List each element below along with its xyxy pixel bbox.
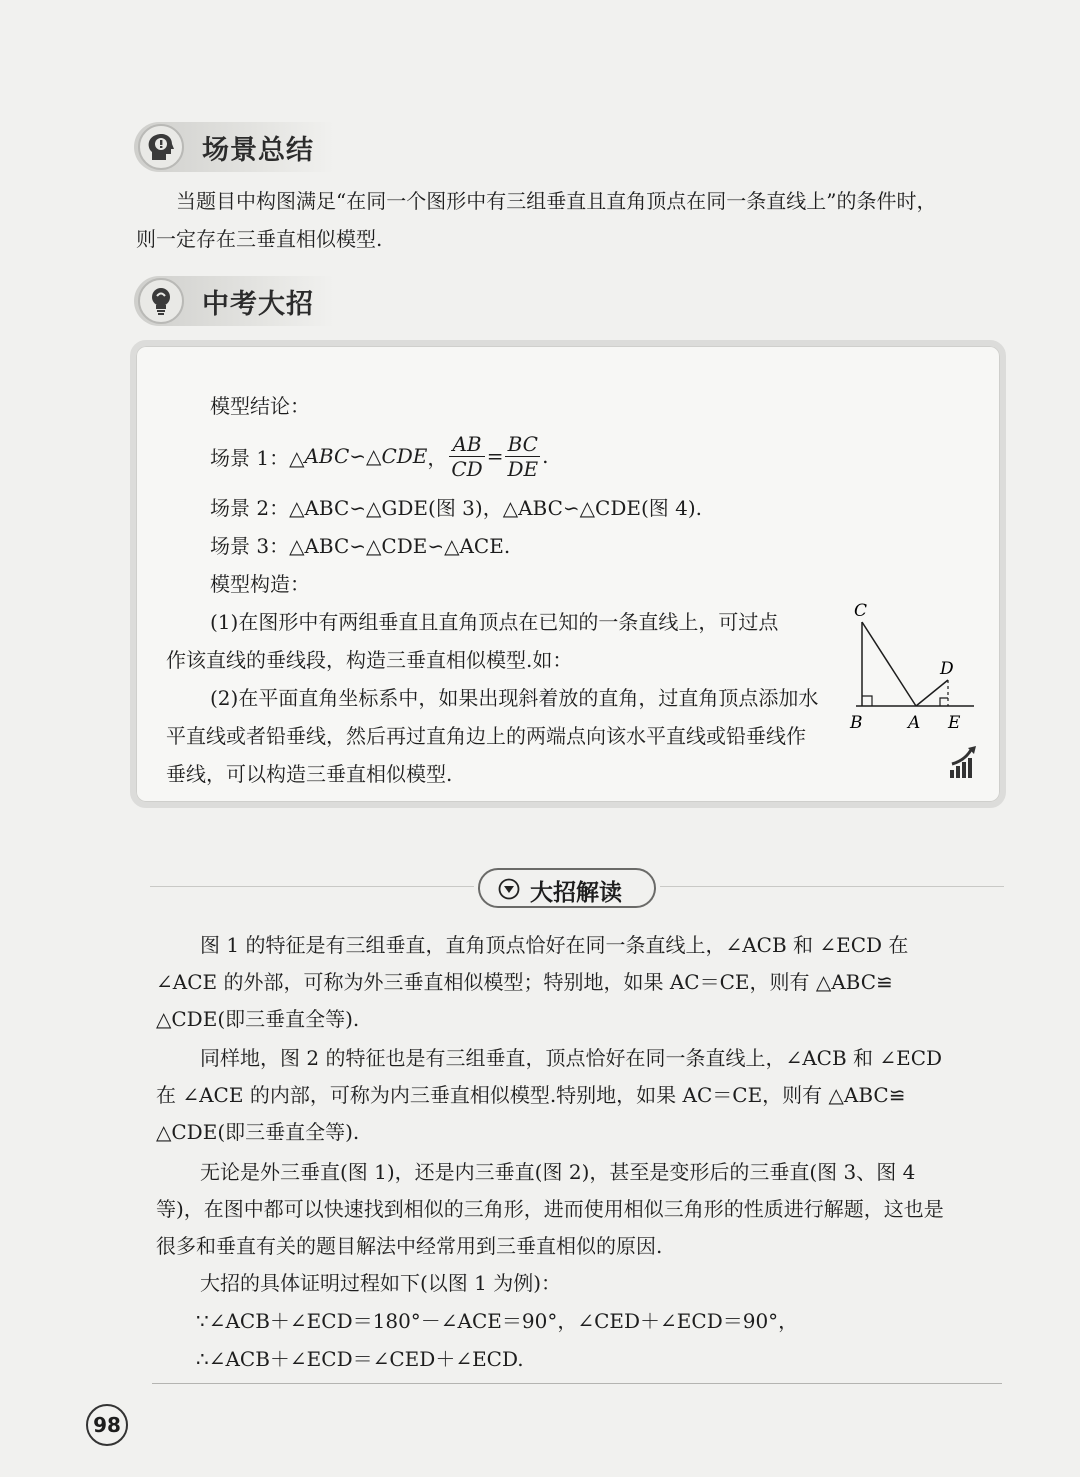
period: . <box>542 444 549 468</box>
scene-2-line: 场景 2：△ABC∽△GDE(图 3)，△ABC∽△CDE(图 4). <box>210 496 703 520</box>
interp-line-11: ∵∠ACB＋∠ECD＝180°－∠ACE＝90°，∠CED＋∠ECD＝90°， <box>196 1309 799 1333</box>
lightbulb-icon <box>138 278 184 324</box>
label-b: B <box>850 713 863 733</box>
construct-item-2-line-2: 平直线或者铅垂线，然后再过直角边上的两端点向该水平直线或铅垂线作 <box>166 724 806 748</box>
section-title: 大招解读 <box>530 880 622 906</box>
construct-item-1-line-2: 作该直线的垂线段，构造三垂直相似模型.如： <box>166 648 573 672</box>
interp-line-12: ∴∠ACB＋∠ECD＝∠CED＋∠ECD. <box>196 1347 524 1371</box>
tips-box <box>130 340 1006 808</box>
section-heading-interpretation <box>478 868 656 908</box>
interp-line-8: 等)，在图中都可以快速找到相似的三角形，进而使用相似三角形的性质进行解题，这也是 <box>156 1197 944 1221</box>
scene-3-line: 场景 3：△ABC∽△CDE∽△ACE. <box>210 534 511 558</box>
bottom-rule <box>152 1383 1002 1384</box>
scene1-prefix: 场景 1：△ <box>210 445 305 470</box>
summary-line-2: 则一定存在三垂直相似模型. <box>136 227 383 251</box>
construct-item-1-line-1: (1)在图形中有两组垂直且直角顶点在已知的一条直线上，可过点 <box>210 610 779 634</box>
page-number: 98 <box>86 1404 128 1446</box>
right-angle-e <box>940 698 948 706</box>
interp-line-6: △CDE(即三垂直全等). <box>156 1120 360 1144</box>
interp-line-3: △CDE(即三垂直全等). <box>156 1007 360 1031</box>
label-a: A <box>908 713 921 733</box>
segment-ca <box>862 622 916 706</box>
label-d: D <box>940 659 954 679</box>
section-heading-summary <box>134 122 334 172</box>
head-exclamation-icon <box>138 124 184 170</box>
label-e: E <box>948 713 961 733</box>
divider-left <box>150 886 474 887</box>
interp-line-10: 大招的具体证明过程如下(以图 1 为例)： <box>200 1271 562 1295</box>
fraction-bc-de: $\frac{BC}{DE}$ <box>507 431 539 481</box>
trend-up-icon <box>948 744 978 780</box>
scene1-b: CDE <box>381 444 428 468</box>
interp-line-4: 同样地，图 2 的特征也是有三组垂直，顶点恰好在同一条直线上，∠ACB 和 ∠ECD <box>200 1046 943 1070</box>
section-title: 场景总结 <box>202 135 314 166</box>
equals-sign: = <box>486 444 504 468</box>
construct-item-2-line-3: 垂线，可以构造三垂直相似模型. <box>166 762 453 786</box>
scene1-sim: ∽△ <box>349 444 382 468</box>
interp-line-7: 无论是外三垂直(图 1)，还是内三垂直(图 2)，甚至是变形后的三垂直(图 3、图 4 <box>200 1160 916 1184</box>
interp-line-2: ∠ACE 的外部，可称为外三垂直相似模型；特别地，如果 AC＝CE，则有 △ABC≌ <box>156 970 893 994</box>
construct-label: 模型构造： <box>210 572 310 596</box>
conclusion-label: 模型结论： <box>210 394 310 418</box>
divider-right <box>660 886 1004 887</box>
interp-line-1: 图 1 的特征是有三组垂直，直角顶点恰好在同一条直线上，∠ACB 和 ∠ECD 在 <box>200 933 909 957</box>
scene1-comma: ， <box>427 445 448 470</box>
label-c: C <box>854 601 868 621</box>
interp-line-9: 很多和垂直有关的题目解法中经常用到三垂直相似的原因. <box>156 1234 663 1258</box>
construct-item-2-line-1: (2)在平面直角坐标系中，如果出现斜着放的直角，过直角顶点添加水 <box>210 686 819 710</box>
fraction-ab-cd: $\frac{AB}{CD}$ <box>451 431 483 481</box>
scene1-a: ABC <box>304 444 350 468</box>
right-angle-b <box>862 696 872 706</box>
summary-line-1: 当题目中构图满足“在同一个图形中有三组垂直且直角顶点在同一条直线上”的条件时， <box>176 189 937 213</box>
geometry-figure <box>836 596 986 746</box>
segment-ad <box>916 680 948 706</box>
interp-line-5: 在 ∠ACE 的内部，可称为内三垂直相似模型.特别地，如果 AC＝CE，则有 △ABC≌ <box>156 1083 906 1107</box>
section-heading-tips <box>134 276 334 326</box>
section-title: 中考大招 <box>202 289 314 320</box>
chevron-down-icon <box>498 878 520 900</box>
scene-1-line <box>210 428 548 484</box>
